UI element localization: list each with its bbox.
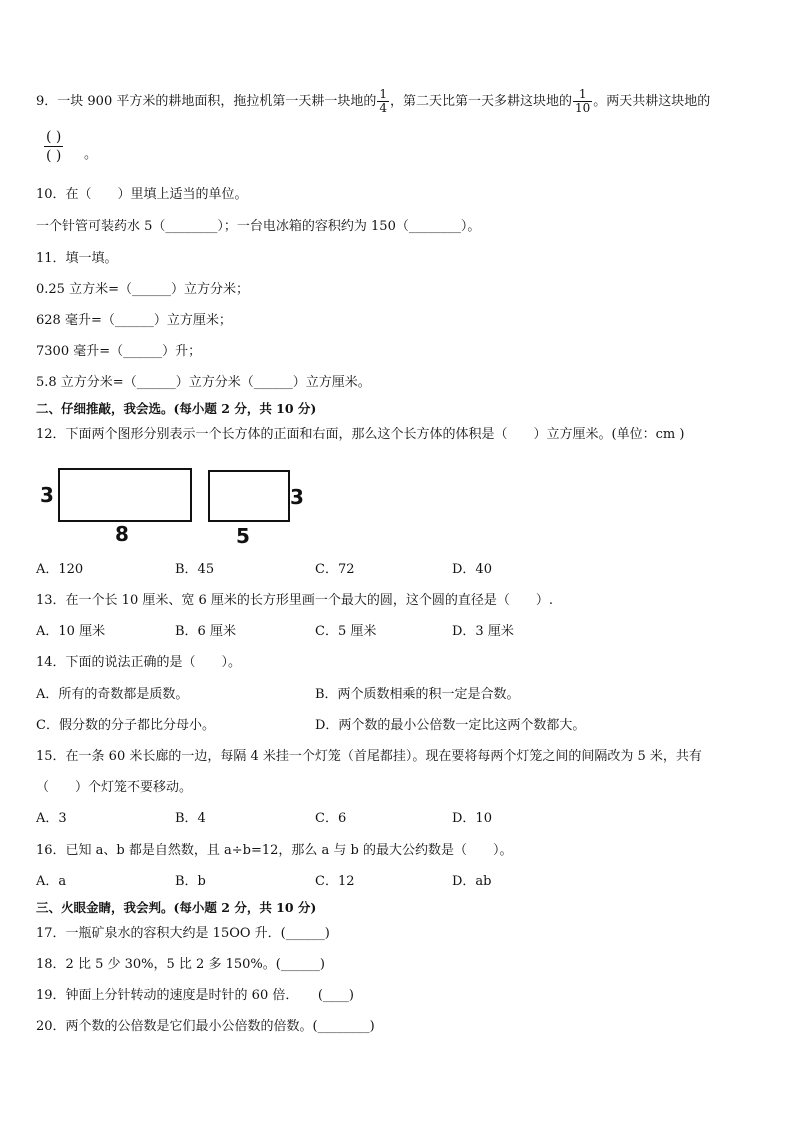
answer-denominator-blank[interactable]: ( ) (46, 148, 62, 164)
question-12: 12．下面两个图形分别表示一个长方体的正面和右面，那么这个长方体的体积是（ ）立方厘米。(单位：cm ) (36, 427, 685, 442)
fraction-numerator: 1 (379, 87, 387, 101)
q16-option-d[interactable]: D．ab (452, 874, 492, 889)
question-15: 15．在一条 60 米长廊的一边，每隔 4 米挂一个灯笼（首尾都挂）。现在要将每两个灯笼之间的间隔改为 5 米，共有 (36, 749, 702, 764)
q9-text-3: 。两天共耕这块地的 (593, 94, 711, 109)
question-15-continued: （ ）个灯笼不要移动。 (36, 780, 193, 795)
q16-option-b[interactable]: B．b (175, 874, 206, 889)
q15-option-a[interactable]: A．3 (36, 811, 67, 826)
answer-numerator-blank[interactable]: ( ) (46, 129, 62, 145)
q9-end-mark: 。 (84, 147, 98, 162)
q9-text-1: 9．一块 900 平方米的耕地面积，拖拉机第一天耕一块地的 (36, 94, 377, 109)
q13-option-d[interactable]: D．3 厘米 (452, 624, 514, 639)
q14-option-a[interactable]: A．所有的奇数都是质数。 (36, 687, 189, 702)
question-17[interactable]: 17．一瓶矿泉水的容积大约是 15OO 升．(______) (36, 926, 330, 941)
side-rectangle (208, 470, 290, 522)
q13-option-b[interactable]: B．6 厘米 (175, 624, 236, 639)
question-14: 14．下面的说法正确的是（ ）。 (36, 655, 242, 670)
q11-item-3[interactable]: 7300 毫升=（______）升； (36, 344, 202, 359)
q9-text-2: ，第二天比第一天多耕这块地的 (390, 94, 573, 109)
q12-option-c[interactable]: C．72 (315, 562, 355, 577)
q14-option-c[interactable]: C．假分数的分子都比分母小。 (36, 718, 215, 733)
q13-option-c[interactable]: C．5 厘米 (315, 624, 377, 639)
side-width-label: 5 (236, 524, 250, 548)
question-16: 16．已知 a、b 都是自然数，且 a÷b=12，那么 a 与 b 的最大公约数是（ ）。 (36, 843, 513, 858)
q11-item-2[interactable]: 628 毫升=（______）立方厘米； (36, 313, 232, 328)
q15-option-b[interactable]: B．4 (175, 811, 206, 826)
question-19[interactable]: 19．钟面上分针转动的速度是时针的 60 倍． (____) (36, 988, 354, 1003)
front-rectangle (58, 468, 192, 522)
q12-option-d[interactable]: D．40 (452, 562, 492, 577)
q9-answer-fraction[interactable] (44, 128, 63, 165)
q12-option-b[interactable]: B．45 (175, 562, 215, 577)
question-18[interactable]: 18．2 比 5 少 30%，5 比 2 多 150%。(______) (36, 957, 325, 972)
fraction-numerator: 1 (573, 88, 592, 102)
q14-option-b[interactable]: B．两个质数相乘的积一定是合数。 (315, 687, 520, 702)
question-10-line[interactable]: 一个针管可装药水 5（________）；一台电冰箱的容积约为 150（________）。 (36, 219, 481, 234)
fraction-denominator: 4 (379, 101, 387, 115)
q16-option-a[interactable]: A．a (36, 874, 67, 889)
side-height-label: 3 (290, 485, 304, 509)
question-13: 13．在一个长 10 厘米、宽 6 厘米的长方形里画一个最大的圆，这个圆的直径是（ ）. (36, 593, 554, 608)
q11-item-4[interactable]: 5.8 立方分米=（______）立方分米（______）立方厘米。 (36, 375, 371, 390)
front-height-label: 3 (40, 483, 54, 507)
question-9 (36, 88, 710, 115)
question-20[interactable]: 20．两个数的公倍数是它们最小公倍数的倍数。(________) (36, 1019, 375, 1034)
front-width-label: 8 (115, 522, 129, 546)
q9-fraction-2 (573, 88, 592, 115)
q11-item-1[interactable]: 0.25 立方米=（______）立方分米； (36, 282, 249, 297)
q16-option-c[interactable]: C．12 (315, 874, 355, 889)
fraction-denominator: 10 (575, 101, 591, 115)
question-10-title: 10．在（ ）里填上适当的单位。 (36, 187, 248, 202)
q14-option-d[interactable]: D．两个数的最小公倍数一定比这两个数都大。 (315, 718, 586, 733)
q15-option-d[interactable]: D．10 (452, 811, 492, 826)
q12-option-a[interactable]: A．120 (36, 562, 84, 577)
section-3-heading: 三、火眼金睛，我会判。(每小题 2 分，共 10 分) (36, 900, 317, 915)
section-2-heading: 二、仔细推敲，我会选。(每小题 2 分，共 10 分) (36, 401, 317, 416)
question-11-title: 11．填一填。 (36, 251, 118, 266)
q13-option-a[interactable]: A．10 厘米 (36, 624, 106, 639)
q15-option-c[interactable]: C．6 (315, 811, 347, 826)
q9-fraction-1 (377, 88, 389, 115)
